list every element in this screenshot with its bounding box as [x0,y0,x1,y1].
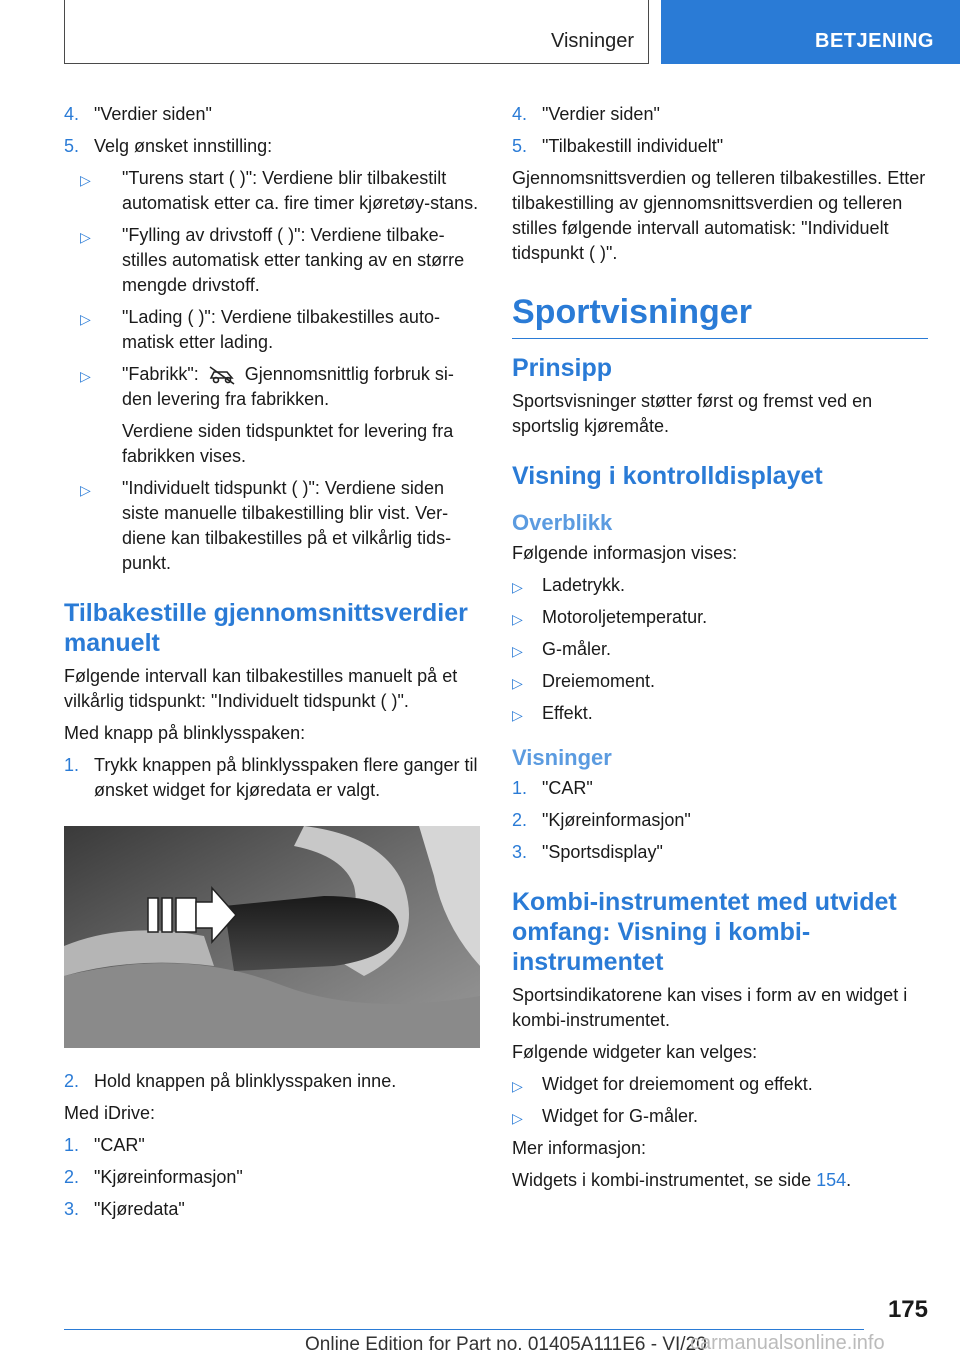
list-text: Trykk knappen på blinklysspaken flere ganger til ønsket widget for kjøredata er valgt. [94,755,478,800]
bullet-item [64,362,480,412]
list-text: Hold knappen på blinklysspaken inne. [94,1071,397,1091]
bullet-text: Widget for dreiemoment og effekt. [542,1074,813,1094]
triangle-bullet-icon: ▷ [80,172,91,188]
list-text: "Verdier siden" [542,104,660,124]
list-item [512,102,928,127]
paragraph: Følgende widgeter kan velges: [512,1042,758,1062]
list-text: "CAR" [542,778,593,798]
section-heading: Tilbakestille gjennomsnittsverdier manuelt [64,599,468,657]
page-number: 175 [887,1296,928,1323]
paragraph: Følgende intervall kan tilbakestilles manuelt på et vilkårlig tidspunkt: "Individuelt tidspunkt ( )". [64,666,458,711]
list-number: 4. [64,104,80,124]
triangle-bullet-icon: ▷ [80,229,91,245]
header-section-box [64,0,649,64]
list-number: 4. [512,104,528,124]
reference-end: . [846,1170,852,1190]
section-label: Visninger [550,30,634,52]
list-item [64,1197,480,1222]
edition-footer: Online Edition for Part no. 01405A111E6 - VI/20 [305,1334,707,1355]
triangle-bullet-icon: ▷ [512,1078,523,1094]
list-number: 1. [512,778,528,798]
section-heading: Visning i kontrolldisplayet [512,462,823,490]
triangle-bullet-icon: ▷ [80,482,91,498]
bullet-text: G-måler. [542,639,612,659]
bullet-text: "Fabrikk": [122,364,199,384]
car-factory-icon [207,365,237,385]
paragraph [512,1168,928,1193]
section-heading: Prinsipp [512,354,613,382]
list-number: 3. [512,842,528,862]
reference-text: Widgets i kombi-instrumentet, se side [512,1170,817,1190]
paragraph: Gjennomsnittsverdien og telleren tilbakestilles. Etter tilbakestilling av gjennomsnittsverdien og telleren stilles følgende intervall automatisk: "Individuelt tidspunkt ( )". [512,168,926,263]
triangle-bullet-icon: ▷ [512,1110,523,1126]
bullet-text: Motoroljetemperatur. [542,607,708,627]
bullet-text: "Fylling av drivstoff ( )": Verdiene tilbake-stilles automatisk etter tanking av en større mengde drivstoff. [122,225,465,295]
bullet-text: Widget for G-måler. [542,1106,699,1126]
list-item [512,840,928,865]
bullet-text: Dreiemoment. [542,671,656,691]
list-text: "Tilbakestill individuelt" [542,136,724,156]
chapter-label: BETJENING [815,30,934,52]
subsection-heading: Visninger [512,745,612,770]
bullet-item [512,637,928,662]
bullet-item [512,701,928,726]
list-number: 2. [64,1167,80,1187]
list-text: "Sportsdisplay" [542,842,663,862]
list-number: 5. [64,136,80,156]
list-number: 5. [512,136,528,156]
bullet-text: Gjennomsnittlig forbruk si-den levering fra fabrikken. [122,364,454,409]
paragraph: Sportsindikatorene kan vises i form av en widget i kombi-instrumentet. [512,985,908,1030]
list-text: "Kjøreinformasjon" [94,1167,243,1187]
paragraph: Verdiene siden tidspunktet for levering fra fabrikken vises. [122,421,454,466]
list-item [64,1165,480,1190]
bullet-text: "Individuelt tidspunkt ( )": Verdiene siden siste manuelle tilbakestilling blir vist. Ver-diene kan tilbakestilles på et vilkårlig tids-punkt. [122,478,452,573]
list-number: 3. [64,1199,80,1219]
list-item [64,1133,480,1158]
watermark: carmanualsonline.info [690,1332,885,1354]
list-text: Velg ønsket innstilling: [94,136,273,156]
list-number: 2. [64,1071,80,1091]
list-text: "Kjøredata" [94,1199,185,1219]
bullet-text: Effekt. [542,703,593,723]
bullet-item [512,1104,928,1129]
turn-signal-stalk-image [64,826,480,1048]
triangle-bullet-icon: ▷ [80,311,91,327]
list-text: "CAR" [94,1135,145,1155]
list-text: "Kjøreinformasjon" [542,810,691,830]
triangle-bullet-icon: ▷ [80,368,91,384]
left-column [64,102,480,1229]
bullet-item [64,223,480,298]
triangle-bullet-icon: ▷ [512,611,523,627]
list-item [512,776,928,801]
paragraph: Mer informasjon: [512,1138,647,1158]
triangle-bullet-icon: ▷ [512,643,523,659]
list-item [512,808,928,833]
bullet-item [64,476,480,576]
list-item [64,1069,480,1094]
list-number: 1. [64,755,80,775]
paragraph: Følgende informasjon vises: [512,543,738,563]
bullet-item [512,605,928,630]
triangle-bullet-icon: ▷ [512,579,523,595]
list-item [64,102,480,127]
paragraph: Med iDrive: [64,1103,156,1123]
paragraph: Sportsvisninger støtter først og fremst ved en sportslig kjøremåte. [512,391,873,436]
list-text: "Verdier siden" [94,104,212,124]
bullet-item [64,166,480,216]
list-number: 1. [64,1135,80,1155]
list-item [64,134,480,159]
bullet-item [64,305,480,355]
list-number: 2. [512,810,528,830]
chapter-heading: Sportvisninger [512,292,928,339]
subsection-heading: Overblikk [512,510,613,535]
bullet-item [512,573,928,598]
paragraph: Med knapp på blinklysspaken: [64,723,306,743]
header-chapter-tab [661,0,960,64]
bullet-text: "Lading ( )": Verdiene tilbakestilles auto-matisk etter lading. [122,307,440,352]
list-item [64,753,480,803]
triangle-bullet-icon: ▷ [512,707,523,723]
bullet-text: Ladetrykk. [542,575,626,595]
right-column [512,102,928,1200]
footer-divider [64,1329,864,1330]
bullet-item [512,1072,928,1097]
page-reference-link[interactable]: 154 [816,1170,847,1190]
section-heading: Kombi-instrumentet med utvidet omfang: Visning i kombi-instrumentet [512,888,897,976]
list-item [512,134,928,159]
triangle-bullet-icon: ▷ [512,675,523,691]
bullet-item [512,669,928,694]
bullet-text: "Turens start ( )": Verdiene blir tilbakestilt automatisk etter ca. fire timer kjøretøy-stans. [122,168,479,213]
